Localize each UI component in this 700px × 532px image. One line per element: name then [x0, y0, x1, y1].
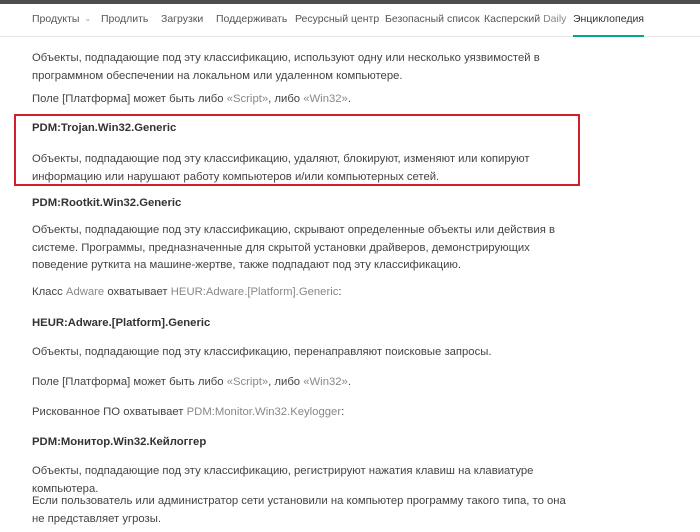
heading-adware: HEUR:Adware.[Platform].Generic [32, 317, 211, 329]
heading-trojan: PDM:Trojan.Win32.Generic [32, 122, 177, 134]
paragraph-adware: Объекты, подпадающие под эту классификацию, перенаправляют поисковые запросы. [32, 346, 492, 358]
paragraph-riskware [32, 404, 577, 422]
nav-products[interactable] [32, 4, 91, 36]
p8-prefix: Рискованное ПО охватывает [32, 406, 187, 418]
p8-end: : [341, 406, 345, 418]
paragraph-admin: Если пользователь или администратор сети установили на компьютер программу такого типа, то она не представляет угрозы. [32, 495, 566, 525]
p2-script: «Script» [226, 93, 269, 105]
nav-kaspersky-label: Касперский [484, 13, 541, 25]
p5-mid: охватывает [104, 286, 171, 298]
nav-resource-center[interactable]: Ресурсный центр [295, 13, 380, 25]
p2-win: «Win32» [303, 93, 348, 105]
nav-support[interactable]: Поддерживать [216, 13, 288, 25]
nav-renew[interactable]: Продлить [101, 13, 149, 25]
top-navigation [0, 4, 700, 37]
nav-encyclopedia[interactable]: Энциклопедия [573, 4, 644, 36]
p8-ref: PDM:Monitor.Win32.Keylogger [186, 406, 342, 418]
nav-safe-list[interactable]: Безопасный список [385, 13, 480, 25]
paragraph-exploit: Объекты, подпадающие под эту классификацию, используют одну или несколько уязвимостей в программном обеспечении на локальном или удаленном компьютере. [32, 52, 540, 82]
paragraph-trojan: Объекты, подпадающие под эту классификацию, удаляют, блокируют, изменяют или копируют информацию или нарушают работу компьютеров и/или компьютерных сетей. [32, 153, 530, 183]
p7-end: . [347, 376, 351, 388]
paragraph-keylogger: Объекты, подпадающие под эту классификацию, регистрируют нажатия клавиш на клавиатуре компьютера. [32, 465, 534, 495]
paragraph-platform-2 [32, 374, 577, 392]
heading-keylogger: PDM:Монитор.Win32.Кейлоггер [32, 436, 207, 448]
p5-end: : [338, 286, 342, 298]
p7-script: «Script» [226, 376, 269, 388]
p2-mid: , либо [268, 93, 304, 105]
p7-mid: , либо [268, 376, 304, 388]
p7-prefix: Поле [Платформа] может быть либо [32, 376, 227, 388]
paragraph-rootkit: Объекты, подпадающие под эту классификацию, скрывают определенные объекты или действия в системе. Программы, предназначенные для скрытой установки драйверов, демонстрирующих поведение руткита на машине-жертве, также подпадают под эту классификацию. [32, 224, 555, 271]
p2-prefix: Поле [Платформа] может быть либо [32, 93, 227, 105]
paragraph-adware-class [32, 284, 577, 302]
nav-products-label: Продукты [32, 13, 80, 25]
p5-ref: HEUR:Adware.[Platform].Generic [170, 286, 339, 298]
paragraph-platform-1 [32, 91, 577, 109]
nav-downloads[interactable]: Загрузки [161, 13, 204, 25]
p7-win: «Win32» [303, 376, 348, 388]
p2-end: . [347, 93, 351, 105]
nav-daily-suffix: Daily [543, 13, 567, 25]
nav-kaspersky-daily[interactable] [484, 4, 566, 36]
p5-prefix: Класс [32, 286, 66, 298]
heading-rootkit: PDM:Rootkit.Win32.Generic [32, 197, 182, 209]
p5-class: Adware [65, 286, 105, 298]
chevron-down-icon: ⌄ [84, 14, 92, 23]
